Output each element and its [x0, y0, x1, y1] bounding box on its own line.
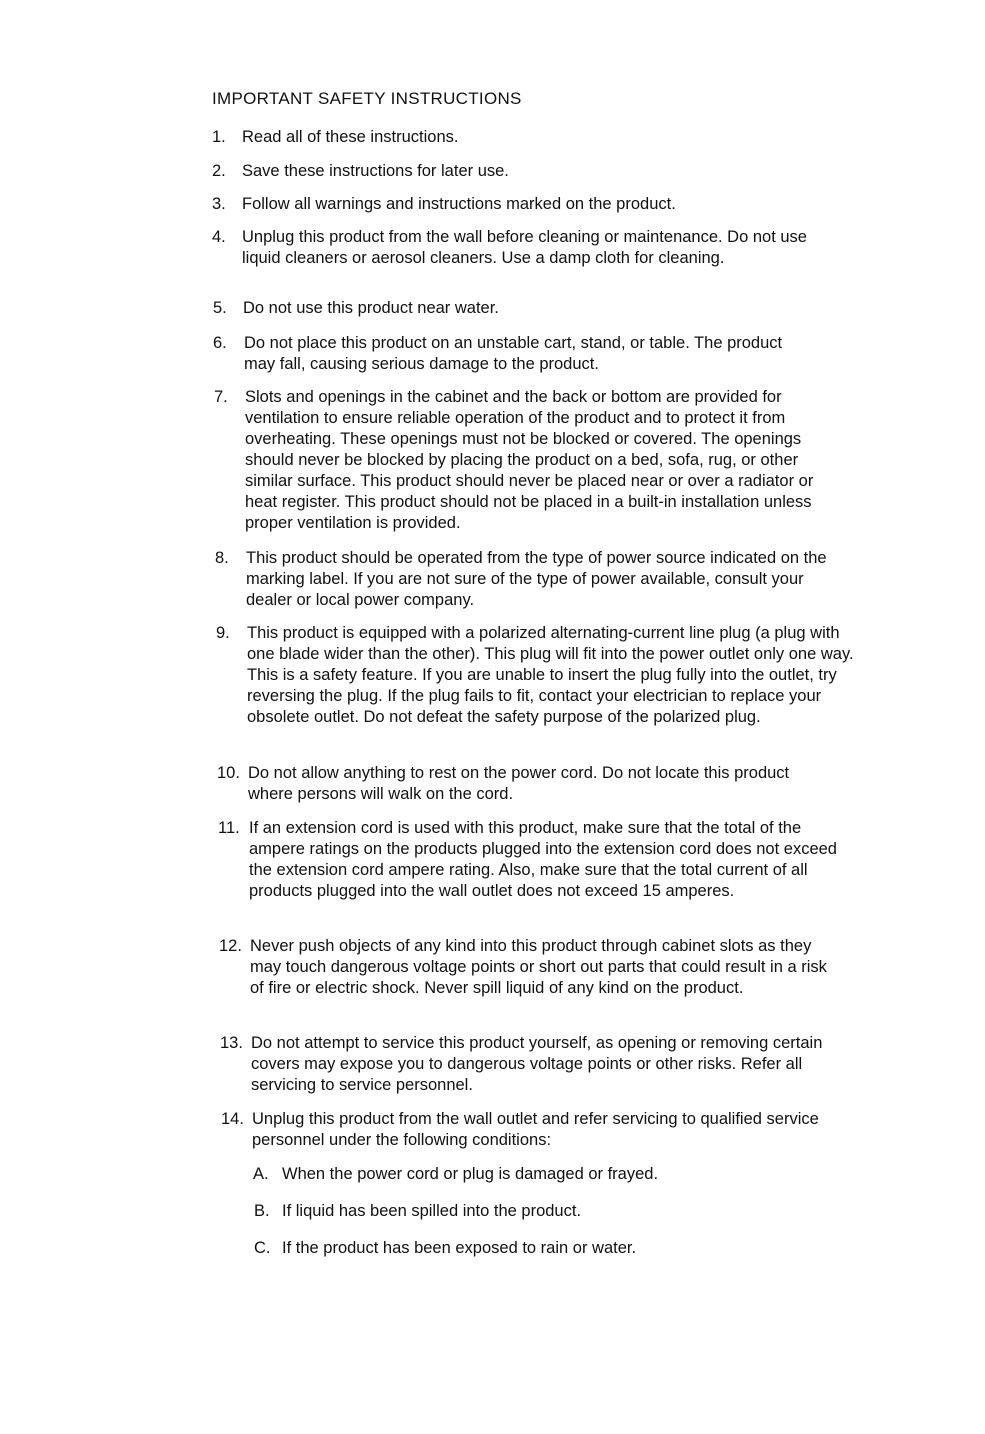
item-text: This product should be operated from the type of power source indicated on the marking label. If you are not sure of the type of power available, consult your dealer or local power company. — [246, 549, 827, 609]
list-item — [216, 623, 854, 728]
sub-item-text: When the power cord or plug is damaged or frayed. — [282, 1165, 659, 1183]
list-item — [212, 194, 837, 215]
item-number: 7. — [214, 388, 228, 406]
item-number: 5. — [213, 299, 227, 317]
sub-item-letter: B. — [254, 1202, 270, 1220]
sub-item-text: If liquid has been spilled into the product. — [282, 1202, 582, 1220]
item-number: 14. — [221, 1110, 244, 1128]
item-text: Unplug this product from the wall before cleaning or maintenance. Do not use liquid cleaners or aerosol cleaners. Use a damp cloth for cleaning. — [242, 228, 807, 267]
sub-item-letter: A. — [253, 1165, 269, 1183]
item-text: Unplug this product from the wall outlet and refer servicing to qualified service personnel under the following conditions: — [252, 1110, 819, 1149]
item-text: Follow all warnings and instructions marked on the product. — [242, 195, 676, 213]
page-title: IMPORTANT SAFETY INSTRUCTIONS — [212, 89, 522, 108]
item-number: 1. — [212, 128, 226, 146]
list-item — [213, 333, 838, 375]
item-text: Do not allow anything to rest on the power cord. Do not locate this product where persons will walk on the cord. — [248, 764, 790, 803]
item-number: 10. — [217, 764, 240, 782]
item-text: Slots and openings in the cabinet and the back or bottom are provided for ventilation to ensure reliable operation of the product and to protect it from overheating. These openings must not be blocked or covered. The openings should never be blocked by placing the product on a bed, sofa, rug, or other similar surface. This product should never be placed near or over a radiator or heat register. This product should not be placed in a built-in installation unless proper ventilation is provided. — [245, 388, 814, 532]
item-number: 3. — [212, 195, 226, 213]
sub-list-item — [253, 1164, 813, 1185]
item-text: Do not attempt to service this product yourself, as opening or removing certain covers may expose you to dangerous voltage points or other risks. Refer all servicing to service personnel. — [251, 1034, 823, 1094]
item-number: 12. — [219, 937, 242, 955]
sub-list-item — [254, 1238, 814, 1259]
item-number: 11. — [218, 819, 240, 837]
list-item — [212, 227, 837, 269]
item-text: Do not use this product near water. — [243, 299, 499, 317]
item-number: 9. — [216, 624, 230, 642]
item-text: If an extension cord is used with this product, make sure that the total of the ampere ratings on the products plugged into the extension cord does not exceed the extension cord ampere rating. Also, make sure that the total current of all products plugged into the wall outlet does not exceed 15 amperes. — [249, 819, 837, 900]
list-item — [212, 161, 837, 182]
list-item — [215, 548, 840, 611]
sub-item-text: If the product has been exposed to rain or water. — [282, 1239, 637, 1257]
item-text: This product is equipped with a polarized alternating-current line plug (a plug with one blade wider than the other). This plug will fit into the power outlet only one way. This is a safety feature. If you are unable to insert the plug fully into the outlet, try reversing the plug. If the plug fails to fit, contact your electrician to replace your obsolete outlet. Do not defeat the safety purpose of the polarized plug. — [247, 624, 854, 726]
item-number: 13. — [220, 1034, 243, 1052]
list-item — [214, 387, 839, 534]
item-number: 8. — [215, 549, 229, 567]
sub-item-letter: C. — [254, 1239, 271, 1257]
list-item — [217, 763, 842, 805]
sub-list-item — [254, 1201, 814, 1222]
list-item — [219, 936, 844, 999]
list-item — [220, 1033, 845, 1096]
list-item — [213, 298, 838, 319]
list-item — [221, 1109, 846, 1151]
item-text: Save these instructions for later use. — [242, 162, 509, 180]
list-item — [212, 127, 837, 148]
item-text: Do not place this product on an unstable cart, stand, or table. The product may fall, causing serious damage to the product. — [244, 334, 783, 373]
item-number: 6. — [213, 334, 227, 352]
list-item — [218, 818, 843, 902]
item-number: 4. — [212, 228, 226, 246]
item-text: Never push objects of any kind into this product through cabinet slots as they may touch dangerous voltage points or short out parts that could result in a risk of fire or electric shock. Never spill liquid of any kind on the product. — [250, 937, 827, 997]
item-number: 2. — [212, 162, 226, 180]
item-text: Read all of these instructions. — [242, 128, 459, 146]
